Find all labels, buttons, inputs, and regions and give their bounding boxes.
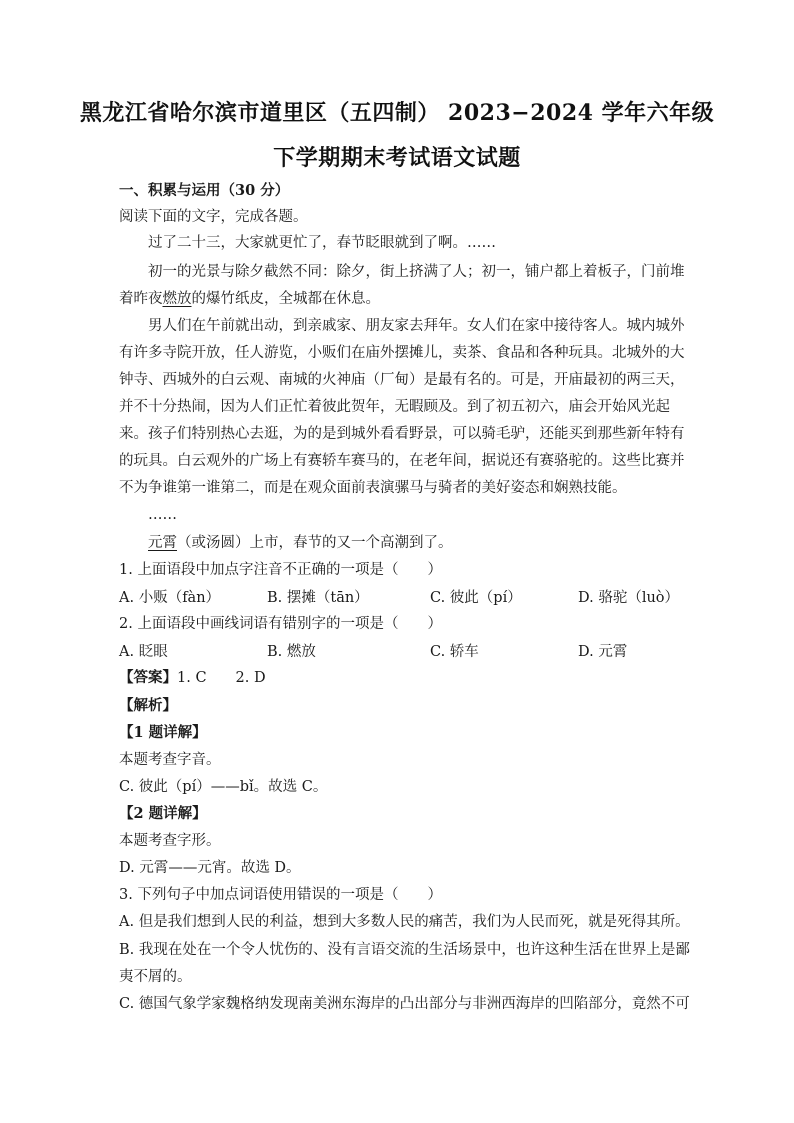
answer-label: 【答案】: [119, 669, 177, 686]
question-2-option-b: B. 燃放: [267, 644, 316, 660]
paragraph-3-line-7: 不为争谁第一谁第二，而是在观众面前表演骡马与骑者的美好姿态和娴熟技能。: [119, 480, 627, 496]
reading-intro: 阅读下面的文字，完成各题。: [119, 209, 308, 225]
question-1-option-b: B. 摆摊（tān）: [267, 590, 369, 606]
paragraph-3-line-1: 男人们在午前就出动，到亲戚家、朋友家去拜年。女人们在家中接待客人。城内城外: [148, 318, 685, 334]
detail-2-text-a: 本题考查字形。: [119, 833, 221, 849]
analysis-label: 【解析】: [119, 697, 177, 714]
question-3-option-a: A. 但是我们想到人民的利益，想到大多数人民的痛苦，我们为人民而死，就是死得其所。: [119, 914, 690, 930]
question-2-stem: 2. 上面语段中画线词语有错别字的一项是（ ）: [119, 616, 442, 632]
question-2-option-a: A. 眨眼: [119, 644, 168, 660]
question-1-stem: 1. 上面语段中加点字注音不正确的一项是（ ）: [119, 562, 442, 578]
question-1-option-d: D. 骆驼（luò）: [578, 590, 680, 606]
question-2-option-c: C. 轿车: [430, 644, 479, 660]
question-2-option-d: D. 元霄: [578, 644, 628, 660]
detail-1-label: 【1 题详解】: [119, 724, 207, 741]
title-line-1: 黑龙江省哈尔滨市道里区（五四制） 2023−2024 学年六年级: [79, 100, 715, 126]
paragraph-3-line-6: 的玩具。白云观外的广场上有赛轿车赛马的，在老年间，据说还有赛骆驼的。这些比赛并: [119, 453, 685, 469]
answer-line: [119, 668, 679, 688]
paragraph-2-line-2: [119, 289, 679, 309]
paragraph-3-line-4: 并不十分热闹，因为人们正忙着彼此贺年，无暇顾及。到了初五初六，庙会开始风光起: [119, 399, 670, 415]
question-1-option-c: C. 彼此（pí）: [430, 590, 522, 606]
text-span: 的爆竹纸皮，全城都在休息。: [191, 291, 380, 307]
paragraph-3-line-5: 来。孩子们特别热心去逛，为的是到城外看看野景，可以骑毛驴，还能买到那些新年特有: [119, 426, 685, 442]
detail-2-label: 【2 题详解】: [119, 805, 207, 822]
answer-text: 1. C 2. D: [177, 670, 266, 686]
question-1-option-a: A. 小贩（fàn）: [119, 590, 221, 606]
paragraph-2-line-1: 初一的光景与除夕截然不同：除夕，街上挤满了人；初一，铺户都上着板子，门前堆: [148, 264, 685, 280]
detail-1-text-b: C. 彼此（pí）——bǐ。故选 C。: [119, 779, 328, 795]
underlined-word: 元霄: [148, 535, 177, 551]
question-3-option-c-line-1: C. 德国气象学家魏格纳发现南美洲东海岸的凸出部分与非洲西海岸的凹陷部分，竟然不可: [119, 996, 690, 1012]
detail-2-text-b: D. 元霄——元宵。故选 D。: [119, 860, 301, 876]
title-line-2: 下学期期末考试语文试题: [273, 145, 521, 171]
text-span: 着昨夜: [119, 291, 163, 307]
section-heading: 一、积累与运用（30 分）: [119, 182, 290, 199]
underlined-word: 燃放: [162, 291, 192, 307]
question-3-option-b-line-1: B. 我现在处在一个令人忧伤的、没有言语交流的生活场景中，也许这种生活在世界上是鄙: [119, 942, 690, 958]
paragraph-1: 过了二十三，大家就更忙了，春节眨眼就到了啊。……: [148, 235, 496, 251]
detail-1-text-a: 本题考查字音。: [119, 752, 221, 768]
question-3-stem: 3. 下列句子中加点词语使用错误的一项是（ ）: [119, 887, 442, 903]
paragraph-3-line-3: 钟寺、西城外的白云观、南城的火神庙（厂甸）是最有名的。可是，开庙最初的两三天，: [119, 372, 685, 388]
text-span: （或汤圆）上市，春节的又一个高潮到了。: [177, 535, 453, 551]
ellipsis: ……: [148, 507, 177, 523]
paragraph-3-line-2: 有许多寺院开放，任人游览，小贩们在庙外摆摊儿，卖茶、食品和各种玩具。北城外的大: [119, 345, 685, 361]
question-3-option-b-line-2: 夷不屑的。: [119, 969, 192, 985]
paragraph-4: [148, 533, 708, 553]
